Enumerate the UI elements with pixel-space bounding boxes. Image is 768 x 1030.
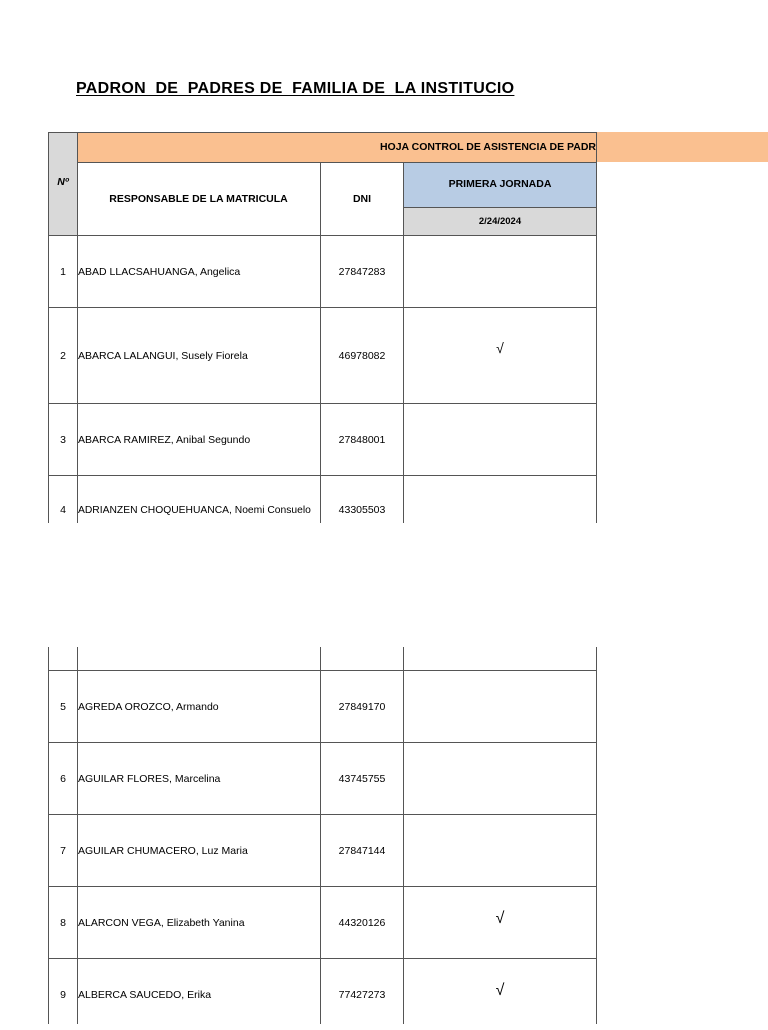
attendance-check: √ [496,339,504,356]
row-dni: 77427273 [338,988,386,1001]
attendance-check [404,815,596,886]
row-dni: 43745755 [338,772,386,785]
grid-line [596,132,597,523]
row-number: 5 [60,700,66,713]
row-number: 1 [60,265,66,278]
row-number: 2 [60,349,66,362]
attendance-check: √ [495,909,505,927]
row-name: ADRIANZEN CHOQUEHUANCA, Noemi Consuelo [78,504,311,516]
attendance-check [404,671,596,742]
row-dni: 27848001 [338,433,386,446]
row-name: AGUILAR FLORES, Marcelina [78,772,221,785]
row-name: ABARCA LALANGUI, Susely Fiorela [78,349,248,362]
attendance-check [404,743,596,814]
attendance-banner-text: HOJA CONTROL DE ASISTENCIA DE PADR [379,141,596,153]
row-name: ALBERCA SAUCEDO, Erika [78,988,212,1001]
dni-header: DNI [352,193,372,205]
row-number: 7 [60,844,66,857]
row-name: ABAD LLACSAHUANGA, Angelica [78,265,241,278]
grid-line [404,207,596,208]
grid-line [49,475,596,476]
attendance-check: √ [495,981,505,999]
attendance-check [404,236,596,307]
jornada-date: 2/24/2024 [478,215,522,227]
grid-line [49,132,596,133]
num-column-label: Nº [57,176,69,188]
attendance-check [404,404,596,475]
row-number: 8 [60,916,66,929]
row-number: 9 [60,988,66,1001]
grid-line [77,162,596,163]
attendance-check [404,500,596,520]
document-title: PADRON DE PADRES DE FAMILIA DE LA INSTITUCIO [76,80,515,97]
row-dni: 46978082 [338,349,386,362]
row-name: AGREDA OROZCO, Armando [78,700,219,713]
row-name: AGUILAR CHUMACERO, Luz Maria [78,844,248,857]
row-dni: 27847144 [338,844,386,857]
row-dni: 43305503 [338,504,386,516]
row-dni: 27847283 [338,265,386,278]
row-name: ALARCON VEGA, Elizabeth Yanina [78,916,245,929]
row-number: 3 [60,433,66,446]
row-dni: 44320126 [338,916,386,929]
row-number: 6 [60,772,66,785]
jornada-header: PRIMERA JORNADA [448,178,552,190]
responsable-header: RESPONSABLE DE LA MATRICULA [109,193,288,205]
grid-line [596,647,597,1024]
row-dni: 27849170 [338,700,386,713]
row-number: 4 [60,504,66,516]
row-name: ABARCA RAMIREZ, Anibal Segundo [78,433,251,446]
